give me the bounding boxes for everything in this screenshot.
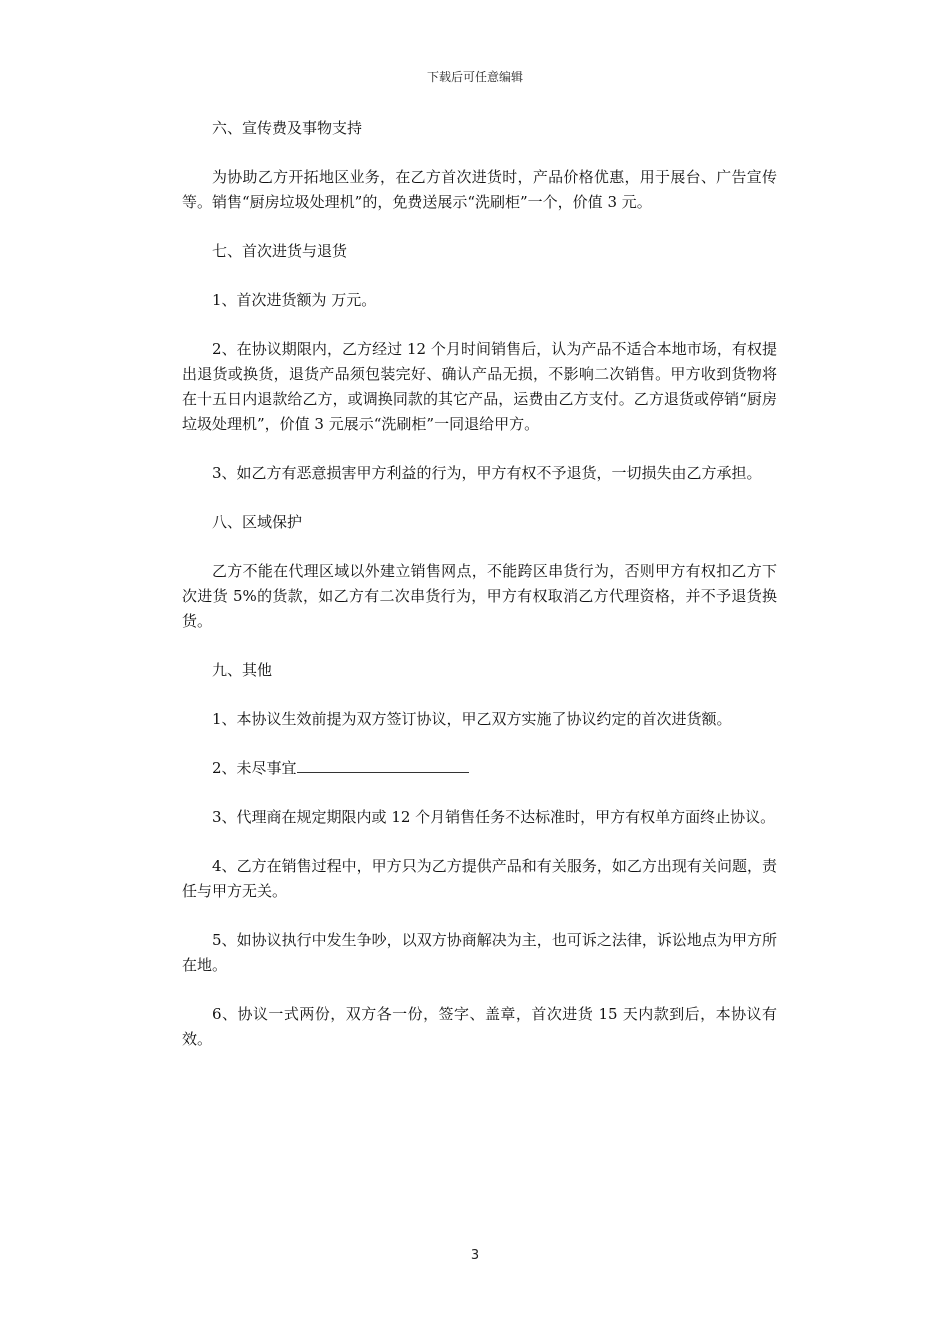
document-body [182, 116, 777, 1076]
section-8-title: 八、区域保护 [212, 513, 303, 531]
section-9-paragraph-2-text: 2、未尽事宜 [212, 759, 297, 777]
section-7-paragraph-3: 3、如乙方有恶意损害甲方利益的行为，甲方有权不予退货，一切损失由乙方承担。 [212, 464, 762, 482]
section-9-paragraph-6: 6、协议一式两份，双方各一份，签字、盖章，首次进货 15 天内款到后，本协议有效。 [182, 1005, 777, 1048]
section-7-paragraph-1: 1、首次进货额为 万元。 [212, 291, 377, 309]
section-9-paragraph-2 [182, 756, 777, 781]
section-9-title: 九、其他 [212, 661, 273, 679]
page-number: 3 [470, 1248, 480, 1263]
section-6-title: 六、宣传费及事物支持 [212, 119, 363, 137]
section-9-paragraph-4: 4、乙方在销售过程中，甲方只为乙方提供产品和有关服务，如乙方出现有关问题，责任与甲方无关。 [182, 857, 777, 900]
section-9-paragraph-5: 5、如协议执行中发生争吵，以双方协商解决为主，也可诉之法律，诉讼地点为甲方所在地。 [182, 931, 777, 974]
page-header: 下载后可任意编辑 [426, 70, 523, 84]
section-7-title: 七、首次进货与退货 [212, 242, 348, 260]
section-6-paragraph-1: 为协助乙方开拓地区业务，在乙方首次进货时，产品价格优惠，用于展台、广告宣传等。销售“厨房垃圾处理机”的，免费送展示“洗刷柜”一个，价值 3 元。 [182, 168, 777, 211]
section-7-paragraph-2: 2、在协议期限内，乙方经过 12 个月时间销售后，认为产品不适合本地市场，有权提出退货或换货，退货产品须包装完好、确认产品无损，不影响二次销售。甲方收到货物将在十五日内退款给乙方，或调换同款的其它产品，运费由乙方支付。乙方退货或停销“厨房垃圾处理机”，价值 3 元展示“洗刷柜”一同退给甲方。 [182, 340, 777, 433]
section-8-paragraph-1: 乙方不能在代理区域以外建立销售网点，不能跨区串货行为，否则甲方有权扣乙方下次进货 5%的货款，如乙方有二次串货行为，甲方有权取消乙方代理资格，并不予退货换货。 [182, 562, 777, 630]
section-9-paragraph-3: 3、代理商在规定期限内或 12 个月销售任务不达标准时，甲方有权单方面终止协议。 [212, 808, 776, 826]
section-9-paragraph-1: 1、本协议生效前提为双方签订协议，甲乙双方实施了协议约定的首次进货额。 [212, 710, 732, 728]
fill-in-blank-line [297, 758, 469, 773]
